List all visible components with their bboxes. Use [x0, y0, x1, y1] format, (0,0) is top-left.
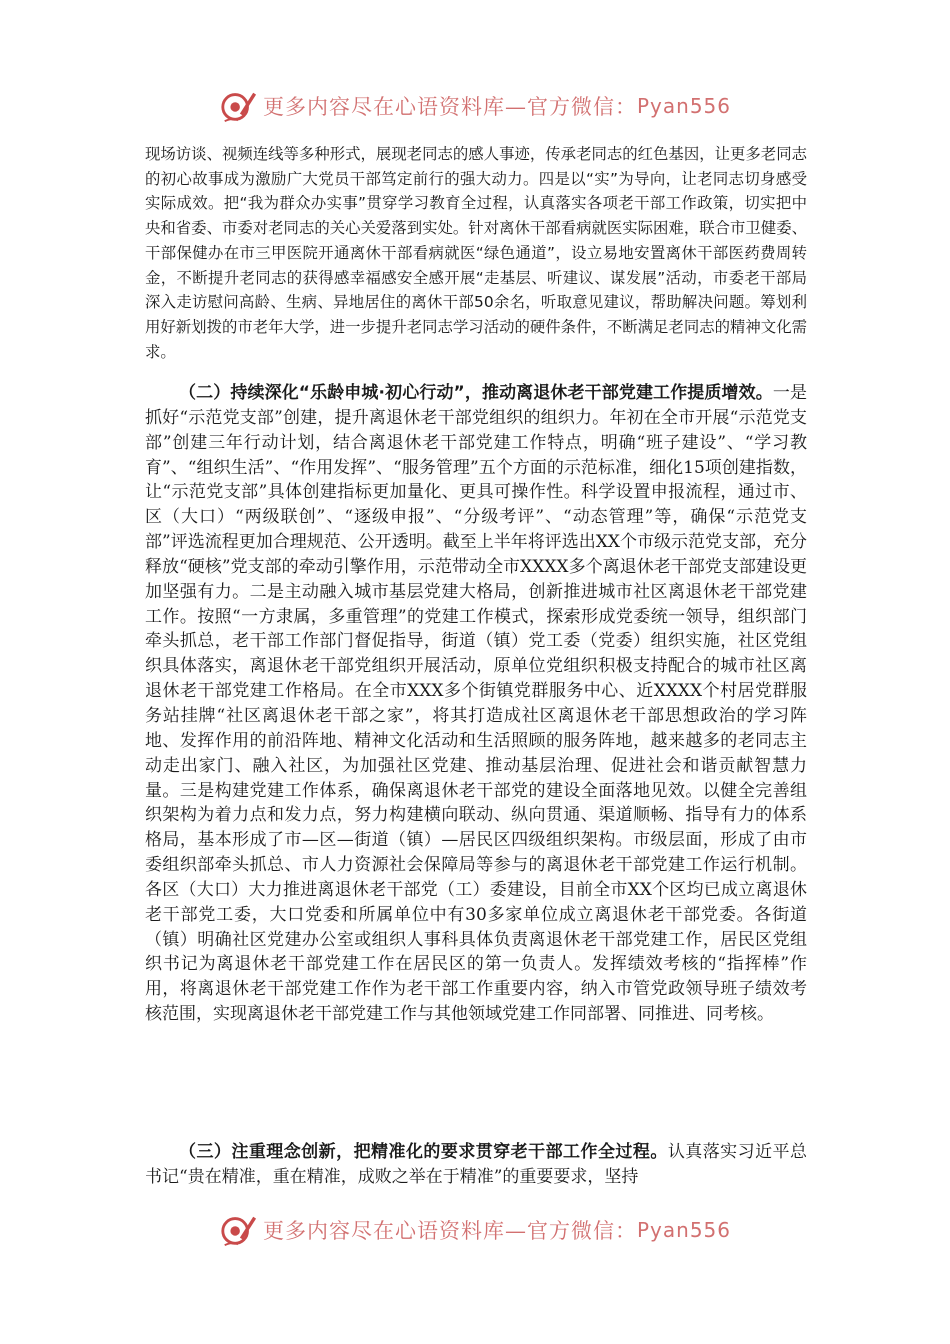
footer-watermark: [0, 1208, 950, 1252]
paragraph-3: [145, 1140, 807, 1190]
paragraph-1-text: 现场访谈、视频连线等多种形式，展现老同志的感人事迹，传承老同志的红色基因，让更多老同志的初心故事成为激励广大党员干部笃定前行的强大动力。四是以“实”为导向，让老同志切身感受实际成效。把“我为群众办实事”贯穿学习教育全过程，认真落实各项老干部工作政策，切实把中央和省委、市委对老同志的关心关爱落到实处。针对离休干部看病就医实际困难，联合市卫健委、干部保健办在市三甲医院开通离休干部看病就医“绿色通道”，设立易地安置离休干部医药费周转金，不断提升老同志的获得感幸福感安全感开展“走基层、听建议、谋发展”活动，市委老干部局深入走访慰问高龄、生病、异地居住的离休干部50余名，听取意见建议，帮助解决问题。筹划利用好新划拨的市老年大学，进一步提升老同志学习活动的硬件条件，不断满足老同志的精神文化需求。: [145, 145, 807, 361]
pen-logo-icon: [219, 87, 257, 125]
paragraph-3-text: [145, 1140, 807, 1190]
section-2-heading: （二）持续深化“乐龄申城·初心行动”，推动离退休老干部党建工作提质增效。: [179, 383, 773, 403]
pen-logo-icon: [219, 1211, 257, 1249]
paragraph-1: [145, 142, 807, 364]
paragraph-2: [145, 381, 807, 1027]
paragraph-2-text: [145, 381, 807, 1027]
section-2-body: 一是抓好“示范党支部”创建，提升离退休老干部党组织的组织力。年初在全市开展“示范党支部”创建三年行动计划，结合离退休老干部党建工作特点，明确“班子建设”、“学习教育”、“组织生活”、“作用发挥”、“服务管理”五个方面的示范标准，细化15项创建指数，让“示范党支部”具体创建指标更加量化、更具可操作性。科学设置申报流程，通过市、区（大口）“两级联创”、“逐级申报”、“分级考评”、“动态管理”等，确保“示范党支部”评选流程更加合理规范、公开透明。截至上半年将评选出XX个市级示范党支部，充分释放“硬核”党支部的牵动引擎作用，示范带动全市XXXX多个离退休老干部党支部建设更加坚强有力。二是主动融入城市基层党建大格局，创新推进城市社区离退休老干部党建工作。按照“一方隶属，多重管理”的党建工作模式，探索形成党委统一领导，组织部门牵头抓总，老干部工作部门督促指导，街道（镇）党工委（党委）组织实施，社区党组织具体落实，离退休老干部党组织开展活动，原单位党组织积极支持配合的城市社区离退休老干部党建工作格局。在全市XXX多个街镇党群服务中心、近XXXX个村居党群服务站挂牌“社区离退休老干部之家”，将其打造成社区离退休老干部思想政治的学习阵地、发挥作用的前沿阵地、精神文化活动和生活照顾的服务阵地，越来越多的老同志主动走出家门、融入社区，为加强社区党建、推动基层治理、促进社会和谐贡献智慧力量。三是构建党建工作体系，确保离退休老干部党的建设全面落地见效。以健全完善组织架构为着力点和发力点，努力构建横向联动、纵向贯通、渠道顺畅、指导有力的体系格局，基本形成了市—区—街道（镇）—居民区四级组织架构。市级层面，形成了由市委组织部牵头抓总、市人力资源社会保障局等参与的离退休老干部党建工作运行机制。各区（大口）大力推进离退休老干部党（工）委建设，目前全市XX个区均已成立离退休老干部党工委，大口党委和所属单位中有30多家单位成立离退休老干部党委。各街道（镇）明确社区党建办公室或组织人事科具体负责离退休老干部党建工作，居民区党组织书记为离退休老干部党建工作在居民区的第一负责人。发挥绩效考核的“指挥棒”作用，将离退休老干部党建工作作为老干部工作重要内容，纳入市管党政领导班子绩效考核范围，实现离退休老干部党建工作与其他领域党建工作同部署、同推进、同考核。: [145, 383, 808, 1025]
section-3-heading: （三）注重理念创新，把精准化的要求贯穿老干部工作全过程。: [179, 1142, 668, 1162]
header-watermark: [0, 84, 950, 128]
watermark-wechat-id: Pyan556: [636, 94, 731, 118]
watermark-wechat-id: Pyan556: [636, 1218, 731, 1242]
watermark-text: 更多内容尽在心语资料库—官方微信：: [262, 1219, 637, 1243]
watermark-text: 更多内容尽在心语资料库—官方微信：: [262, 95, 637, 119]
section-3-body: 认真落实习近平总书记“贵在精准，重在精准，成败之举在于精准”的重要要求，坚持: [145, 1142, 808, 1187]
